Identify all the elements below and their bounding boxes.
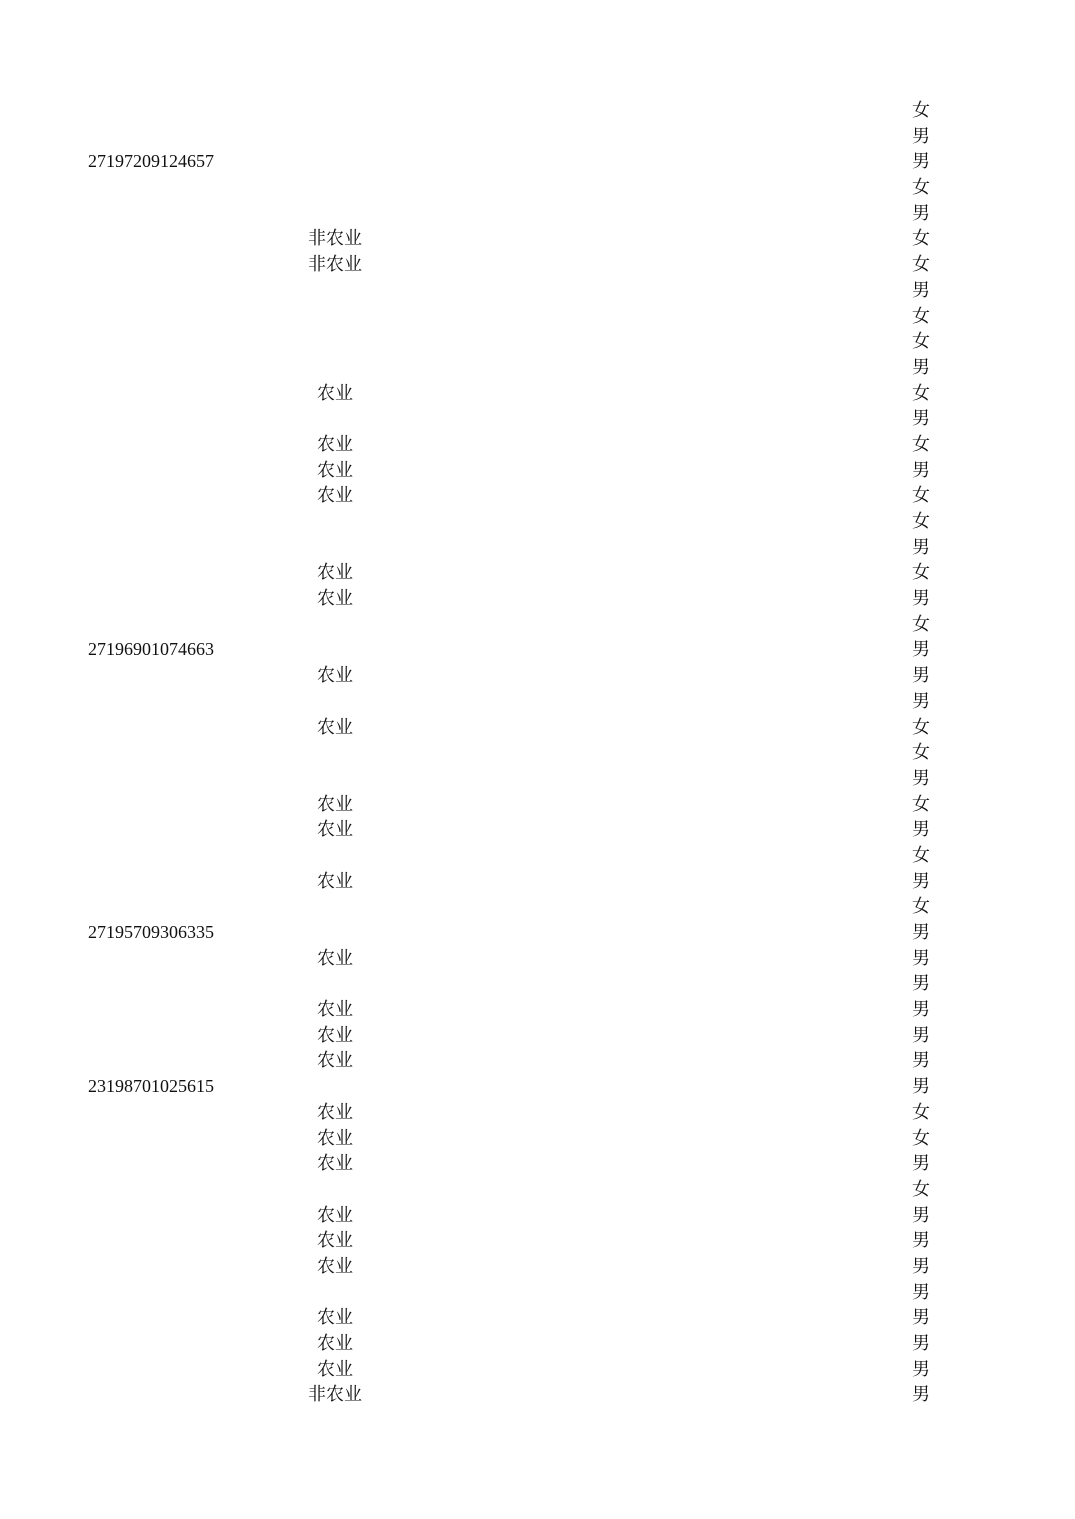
table-row xyxy=(0,1177,1075,1203)
gender-cell: 男 xyxy=(912,279,930,300)
household-type-cell: 农业 xyxy=(317,485,353,506)
gender-cell: 女 xyxy=(912,844,930,865)
household-type-cell: 农业 xyxy=(317,1050,353,1071)
table-row xyxy=(0,1357,1075,1383)
table-row xyxy=(0,894,1075,920)
table-row xyxy=(0,226,1075,252)
gender-cell: 男 xyxy=(912,536,930,557)
household-type-cell: 农业 xyxy=(317,1204,353,1225)
table-row xyxy=(0,1228,1075,1254)
table-row xyxy=(0,432,1075,458)
gender-cell: 女 xyxy=(912,1178,930,1199)
table-row xyxy=(0,1023,1075,1049)
gender-cell: 女 xyxy=(912,562,930,583)
gender-cell: 女 xyxy=(912,511,930,531)
table-row xyxy=(0,483,1075,509)
table-row xyxy=(0,766,1075,792)
table-row xyxy=(0,1280,1075,1306)
household-type-cell: 农业 xyxy=(317,1307,353,1328)
gender-cell: 女 xyxy=(912,485,930,506)
table-row xyxy=(0,740,1075,766)
household-type-cell: 农业 xyxy=(317,1255,353,1276)
gender-cell: 男 xyxy=(912,202,930,223)
gender-cell: 男 xyxy=(912,151,930,172)
household-type-cell: 农业 xyxy=(317,716,353,737)
gender-cell: 女 xyxy=(912,382,930,403)
gender-cell: 男 xyxy=(912,1333,930,1353)
table-row xyxy=(0,586,1075,612)
table-row xyxy=(0,1048,1075,1074)
gender-cell: 男 xyxy=(912,665,930,686)
household-type-cell: 农业 xyxy=(317,793,353,814)
gender-cell: 男 xyxy=(912,870,930,891)
household-type-cell: 农业 xyxy=(317,382,353,403)
table-row xyxy=(0,689,1075,715)
table-row xyxy=(0,869,1075,895)
household-type-cell: 农业 xyxy=(317,947,353,968)
table-row xyxy=(0,278,1075,304)
gender-cell: 女 xyxy=(912,1101,930,1122)
gender-cell: 男 xyxy=(912,459,930,480)
table-row xyxy=(0,329,1075,355)
household-type-cell: 农业 xyxy=(317,588,353,609)
table-row xyxy=(0,1074,1075,1100)
table-row xyxy=(0,1203,1075,1229)
table-row xyxy=(0,560,1075,586)
table-row xyxy=(0,1126,1075,1152)
gender-cell: 女 xyxy=(912,433,930,454)
table-row xyxy=(0,175,1075,201)
table-row xyxy=(0,252,1075,278)
table-row xyxy=(0,920,1075,946)
overflow-id-cell: 27197209124657 xyxy=(88,151,214,172)
gender-cell: 女 xyxy=(912,331,930,352)
gender-cell: 男 xyxy=(912,922,930,942)
overflow-id-cell: 23198701025615 xyxy=(88,1076,214,1097)
household-type-cell: 非农业 xyxy=(308,1384,362,1405)
household-type-cell: 农业 xyxy=(317,562,353,583)
household-type-cell: 农业 xyxy=(317,1127,353,1148)
gender-cell: 男 xyxy=(912,1307,930,1328)
table-row xyxy=(0,1151,1075,1177)
table-row xyxy=(0,381,1075,407)
household-type-cell: 农业 xyxy=(317,819,353,840)
household-type-cell: 农业 xyxy=(317,665,353,686)
gender-cell: 男 xyxy=(912,947,930,968)
household-type-cell: 农业 xyxy=(317,1358,353,1379)
gender-cell: 男 xyxy=(912,1255,930,1276)
spreadsheet xyxy=(0,98,1075,1408)
gender-cell: 男 xyxy=(912,125,930,146)
gender-cell: 男 xyxy=(912,356,930,377)
gender-cell: 女 xyxy=(912,254,930,275)
table-row xyxy=(0,792,1075,818)
table-row xyxy=(0,637,1075,663)
table-row xyxy=(0,997,1075,1023)
table-row xyxy=(0,509,1075,535)
household-type-cell: 农业 xyxy=(317,870,353,891)
gender-cell: 女 xyxy=(912,613,930,634)
table-row xyxy=(0,612,1075,638)
household-type-cell: 农业 xyxy=(317,1230,353,1251)
gender-cell: 男 xyxy=(912,1384,930,1405)
household-type-cell: 农业 xyxy=(317,1333,353,1353)
gender-cell: 男 xyxy=(912,1050,930,1071)
gender-cell: 女 xyxy=(912,305,930,326)
gender-cell: 男 xyxy=(912,1153,930,1174)
table-row xyxy=(0,304,1075,330)
table-row xyxy=(0,1254,1075,1280)
gender-cell: 男 xyxy=(912,690,930,711)
gender-cell: 男 xyxy=(912,1230,930,1251)
gender-cell: 男 xyxy=(912,767,930,788)
gender-cell: 男 xyxy=(912,819,930,840)
gender-cell: 男 xyxy=(912,1024,930,1045)
gender-cell: 女 xyxy=(912,228,930,249)
table-row xyxy=(0,817,1075,843)
table-row xyxy=(0,535,1075,561)
table-row xyxy=(0,1382,1075,1408)
gender-cell: 女 xyxy=(912,716,930,737)
overflow-id-cell: 27196901074663 xyxy=(88,639,214,660)
table-row xyxy=(0,355,1075,381)
gender-cell: 女 xyxy=(912,742,930,763)
table-row xyxy=(0,946,1075,972)
gender-cell: 女 xyxy=(912,793,930,814)
gender-cell: 女 xyxy=(912,177,930,198)
table-row xyxy=(0,1100,1075,1126)
table-row xyxy=(0,149,1075,175)
household-type-cell: 农业 xyxy=(317,1101,353,1122)
table-row xyxy=(0,124,1075,150)
table-row xyxy=(0,715,1075,741)
gender-cell: 男 xyxy=(912,1204,930,1225)
gender-cell: 女 xyxy=(912,1127,930,1148)
table-row xyxy=(0,843,1075,869)
gender-cell: 女 xyxy=(912,896,930,917)
table-row xyxy=(0,201,1075,227)
household-type-cell: 农业 xyxy=(317,459,353,480)
gender-cell: 男 xyxy=(912,588,930,609)
gender-cell: 男 xyxy=(912,999,930,1020)
table-row xyxy=(0,971,1075,997)
household-type-cell: 农业 xyxy=(317,999,353,1020)
household-type-cell: 农业 xyxy=(317,1024,353,1045)
table-row xyxy=(0,663,1075,689)
household-type-cell: 农业 xyxy=(317,1153,353,1174)
gender-cell: 女 xyxy=(912,100,930,120)
gender-cell: 男 xyxy=(912,1281,930,1302)
table-row xyxy=(0,1305,1075,1331)
table-row xyxy=(0,458,1075,484)
table-row xyxy=(0,1331,1075,1357)
overflow-id-cell: 27195709306335 xyxy=(88,922,214,942)
household-type-cell: 非农业 xyxy=(308,254,362,275)
table-row xyxy=(0,406,1075,432)
table-row xyxy=(0,98,1075,124)
gender-cell: 男 xyxy=(912,639,930,660)
gender-cell: 男 xyxy=(912,408,930,429)
gender-cell: 男 xyxy=(912,973,930,994)
household-type-cell: 非农业 xyxy=(308,228,362,249)
household-type-cell: 农业 xyxy=(317,433,353,454)
gender-cell: 男 xyxy=(912,1358,930,1379)
gender-cell: 男 xyxy=(912,1076,930,1097)
